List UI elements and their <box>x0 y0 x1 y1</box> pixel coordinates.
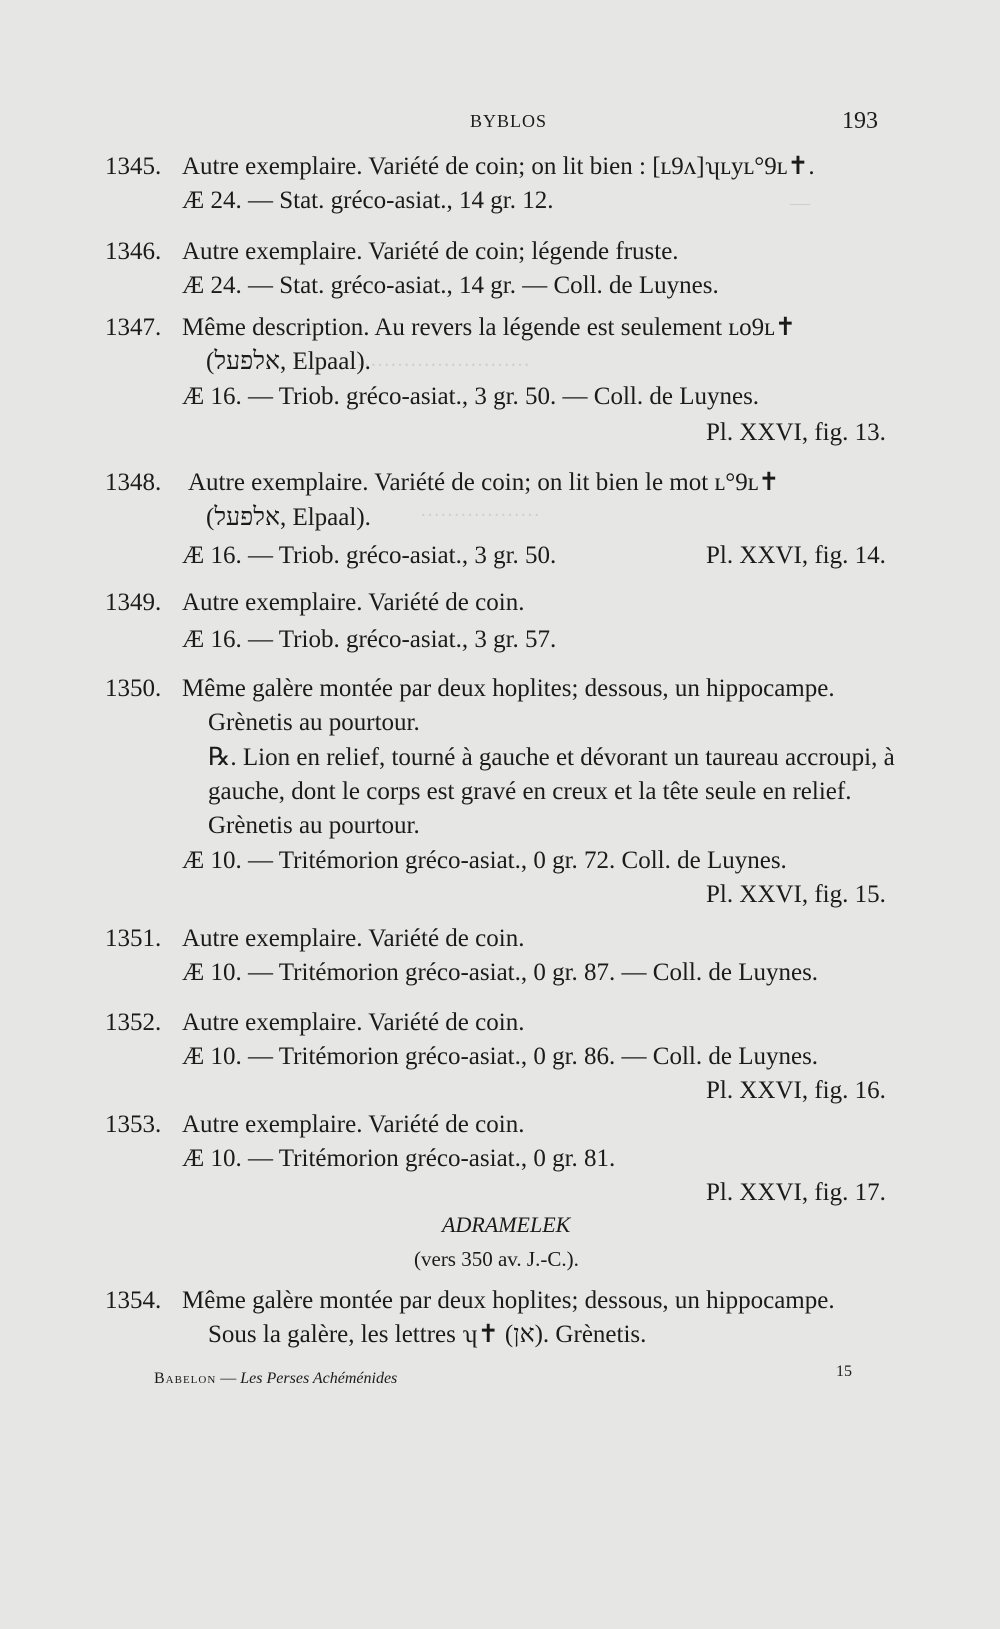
entry-number: 1347. <box>105 314 162 341</box>
footer-line <box>154 1364 397 1394</box>
entry-number: 1349. <box>105 589 162 616</box>
entry-line: Autre exemplaire. Variété de coin; on lit bien : [ʟ9ʌ]ʮʟyʟ°9ʟ✝. <box>182 153 815 180</box>
entry-number: 1352. <box>105 1009 162 1036</box>
running-title: BYBLOS <box>470 111 548 131</box>
entry-number: 1350. <box>105 675 162 702</box>
footer-author: Babelon <box>154 1370 217 1387</box>
entry-line: Même galère montée par deux hoplites; dessous, un hippocampe. <box>182 1287 835 1314</box>
section-date: (vers 350 av. J.-C.). <box>414 1247 579 1271</box>
signature-mark: 15 <box>836 1363 852 1380</box>
plate-reference: Pl. XXVI, fig. 15. <box>706 881 886 908</box>
footer-separator: — <box>220 1370 237 1387</box>
entry-line: Autre exemplaire. Variété de coin; on lit bien le mot ʟ°9ʟ✝ <box>188 469 780 496</box>
entry-line: Même galère montée par deux hoplites; dessous, un hippocampe. <box>182 675 835 702</box>
entry-number: 1353. <box>105 1111 162 1138</box>
page-number: 193 <box>842 108 878 134</box>
plate-reference: Pl. XXVI, fig. 14. <box>706 542 886 569</box>
plate-reference: Pl. XXVI, fig. 16. <box>706 1077 886 1104</box>
entry-line: Autre exemplaire. Variété de coin. <box>182 1111 525 1138</box>
entry-line: Autre exemplaire. Variété de coin; légende fruste. <box>182 238 679 265</box>
entry-line: Autre exemplaire. Variété de coin. <box>182 925 525 952</box>
entry-line: Æ 24. — Stat. gréco-asiat., 14 gr. 12. <box>182 187 554 214</box>
entry-line: Æ 10. — Tritémorion gréco-asiat., 0 gr. 72. Coll. de Luynes. <box>182 847 787 874</box>
section-title: ADRAMELEK <box>442 1212 571 1237</box>
plate-reference: Pl. XXVI, fig. 13. <box>706 419 886 446</box>
entry-line: (אלפעל, Elpaal). <box>206 348 371 375</box>
entry-line: Sous la galère, les lettres ʮ✝ (אן). Grènetis. <box>208 1321 647 1348</box>
entry-line: Æ 16. — Triob. gréco-asiat., 3 gr. 50. <box>182 542 557 569</box>
entry-line: ℞. Lion en relief, tourné à gauche et dévorant un taureau accroupi, à <box>208 744 895 771</box>
entry-line: Æ 24. — Stat. gréco-asiat., 14 gr. — Coll. de Luynes. <box>182 272 719 299</box>
entry-number: 1346. <box>105 238 162 265</box>
footer-book-title: Les Perses Achéménides <box>240 1370 398 1387</box>
entry-line: Æ 10. — Tritémorion gréco-asiat., 0 gr. 86. — Coll. de Luynes. <box>182 1043 819 1070</box>
plate-reference: Pl. XXVI, fig. 17. <box>706 1179 886 1206</box>
entry-line: Autre exemplaire. Variété de coin. <box>182 1009 525 1036</box>
entry-number: 1345. <box>105 153 162 180</box>
entry-number: 1354. <box>105 1287 162 1314</box>
entry-line: Æ 16. — Triob. gréco-asiat., 3 gr. 57. <box>182 626 557 653</box>
entry-line: (אלפעל, Elpaal). <box>206 504 371 531</box>
entry-number: 1351. <box>105 925 162 952</box>
entry-line: Grènetis au pourtour. <box>208 709 420 736</box>
entry-line: Æ 10. — Tritémorion gréco-asiat., 0 gr. 81. <box>182 1145 616 1172</box>
entry-line: Æ 16. — Triob. gréco-asiat., 3 gr. 50. — Coll. de Luynes. <box>182 383 760 410</box>
entry-number: 1348. <box>105 469 162 496</box>
entry-line: Autre exemplaire. Variété de coin. <box>182 589 525 616</box>
entry-line: Même description. Au revers la légende est seulement ʟo9ʟ✝ <box>182 314 796 341</box>
entry-line: Æ 10. — Tritémorion gréco-asiat., 0 gr. 87. — Coll. de Luynes. <box>182 959 819 986</box>
entry-line: Grènetis au pourtour. <box>208 812 420 839</box>
page: — ……………………… ……………… BYBLOS 193 1345. Autre exemplaire. Variété de coin; on lit bien : [ʟ9ʌ]ʮʟyʟ°9ʟ✝. Æ 24. — Stat. gréco-asiat., 14 gr. 12. 1346. Autre exemplaire. Variété de coin; légende fruste. Æ 24. — Stat. gréco-asiat., 14 gr. — Coll. de Luynes. 1347. Même description. Au revers la légende est seulement ʟo9ʟ✝ (אלפעל, Elpaal). Æ 16. — Triob. gréco-asiat., 3 gr. 50. — Coll. de Luynes. Pl. XXVI, fig. 13. 1348. Autre exemplaire. Variété de coin; on lit bien le mot ʟ°9ʟ✝ (אלפעל, Elpaal). Æ 16. — Triob. gréco-asiat., 3 gr. 50. Pl. XXVI, fig. 14. 1349. Autre exemplaire. Variété de coin. Æ 16. — Triob. gréco-asiat., 3 gr. 57. 1350. Même galère montée par deux hoplites; dessous, un hippocampe. Grènetis au pourtour. ℞. Lion en relief, tourné à gauche et dévorant un taureau accroupi, à gauche, dont le corps est gravé en creux et la tête seule en relief. Grènetis au pourtour. Æ 10. — Tritémorion gréco-asiat., 0 gr. 72. Coll. de Luynes. Pl. XXVI, fig. 15. 1351. Autre exemplaire. Variété de coin. Æ 10. — Tritémorion gréco-asiat., 0 gr. 87. — Coll. de Luynes. 1352. Autre exemplaire. Variété de coin. Æ 10. — Tritémorion gréco-asiat., 0 gr. 86. — Coll. de Luynes. Pl. XXVI, fig. 16. 1353. Autre exemplaire. Variété de coin. Æ 10. — Tritémorion gréco-asiat., 0 gr. 81. Pl. XXVI, fig. 17. ADRAMELEK (vers 350 av. J.-C.). 1354. Même galère montée par deux hoplites; dessous, un hippocampe. Sous la galère, les lettres ʮ✝ (אן). Grènetis. Babelon — Les Perses Achéménides 15 <box>0 0 1000 1629</box>
entry-line: gauche, dont le corps est gravé en creux et la tête seule en relief. <box>208 778 852 805</box>
